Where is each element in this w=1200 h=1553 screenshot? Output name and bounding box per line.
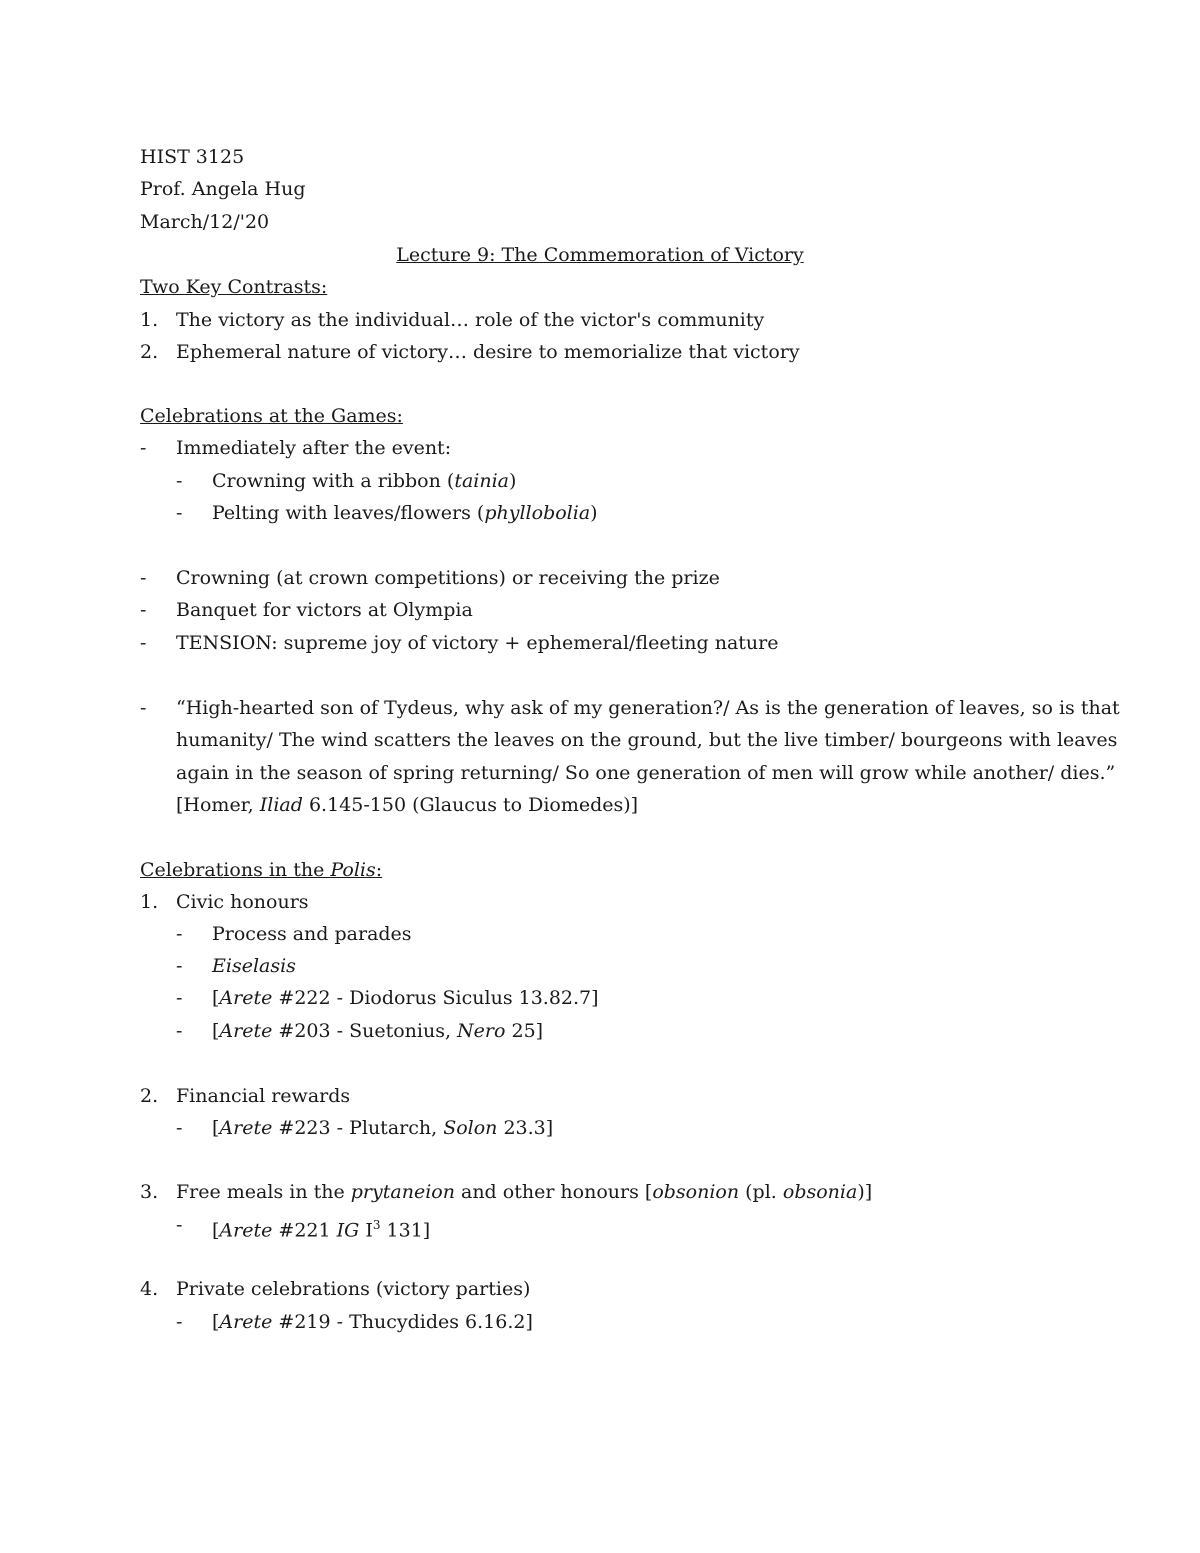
bullet-dash: - (176, 1311, 183, 1333)
list-item: Immediately after the event: (176, 437, 452, 459)
list-item: Financial rewards (176, 1085, 351, 1107)
term-eiselasis: Eiselasis (212, 955, 296, 977)
polis-heading: Celebrations in the Polis: (140, 859, 383, 881)
list-item: Process and parades (212, 923, 412, 945)
list-item: TENSION: supreme joy of victory + ephemeral/fleeting nature (176, 632, 779, 654)
term-tainia: tainia (454, 470, 509, 492)
reference: [Arete #219 - Thucydides 6.16.2] (212, 1311, 533, 1333)
list-marker: 2. (140, 341, 159, 363)
reference: [Arete #222 - Diodorus Siculus 13.82.7] (212, 987, 599, 1009)
reference: [Arete #223 - Plutarch, Solon 23.3] (212, 1117, 554, 1139)
professor-name: Prof. Angela Hug (140, 178, 306, 200)
reference: [Arete #221 IG $I^3$ 131] (212, 1218, 431, 1242)
lecture-title: Lecture 9: The Commemoration of Victory (396, 244, 804, 266)
bullet-dash: - (140, 632, 147, 654)
list-item: Ephemeral nature of victory… desire to memorialize that victory (176, 341, 800, 363)
bullet-dash: - (140, 697, 147, 719)
quote-citation: [Homer, Iliad 6.145-150 (Glaucus to Diomedes)] (176, 794, 639, 816)
list-marker: 1. (140, 891, 159, 913)
list-marker: 3. (140, 1181, 159, 1203)
bullet-dash: - (176, 1117, 183, 1139)
bullet-dash: - (176, 923, 183, 945)
bullet-dash: - (140, 599, 147, 621)
bullet-dash: - (176, 987, 183, 1009)
list-item: Crowning with a ribbon (tainia) (212, 470, 517, 492)
bullet-dash: - (140, 567, 147, 589)
list-item: Pelting with leaves/flowers (phyllobolia) (212, 502, 598, 524)
bullet-dash: - (140, 437, 147, 459)
list-item: Crowning (at crown competitions) or receiving the prize (176, 567, 720, 589)
list-marker: 4. (140, 1278, 159, 1300)
quote-line: “High-hearted son of Tydeus, why ask of my generation?/ As is the generation of leaves, so is that (176, 697, 1120, 719)
course-code: HIST 3125 (140, 146, 245, 168)
bullet-dash: - (176, 1020, 183, 1042)
list-item: Private celebrations (victory parties) (176, 1278, 531, 1300)
bullet-dash: - (176, 955, 183, 977)
reference: [Arete #203 - Suetonius, Nero 25] (212, 1020, 544, 1042)
list-item: Civic honours (176, 891, 309, 913)
work-iliad: Iliad (259, 794, 303, 816)
quote-line: humanity/ The wind scatters the leaves on the ground, but the live timber/ bourgeons with leaves (176, 729, 1118, 751)
bullet-dash: - (176, 502, 183, 524)
bullet-dash: - (176, 1214, 183, 1236)
list-item: Free meals in the prytaneion and other honours [obsonion (pl. obsonia)] (176, 1181, 873, 1203)
list-item: Banquet for victors at Olympia (176, 599, 473, 621)
quote-line: again in the season of spring returning/ So one generation of men will grow while another/ dies.” (176, 762, 1116, 784)
contrasts-heading: Two Key Contrasts: (140, 276, 328, 298)
term-phyllobolia: phyllobolia (484, 502, 591, 524)
list-marker: 1. (140, 309, 159, 331)
bullet-dash: - (176, 470, 183, 492)
games-heading: Celebrations at the Games: (140, 405, 403, 427)
list-marker: 2. (140, 1085, 159, 1107)
list-item (212, 954, 296, 978)
lecture-date: March/12/'20 (140, 211, 270, 233)
list-item: The victory as the individual… role of the victor's community (176, 309, 765, 331)
